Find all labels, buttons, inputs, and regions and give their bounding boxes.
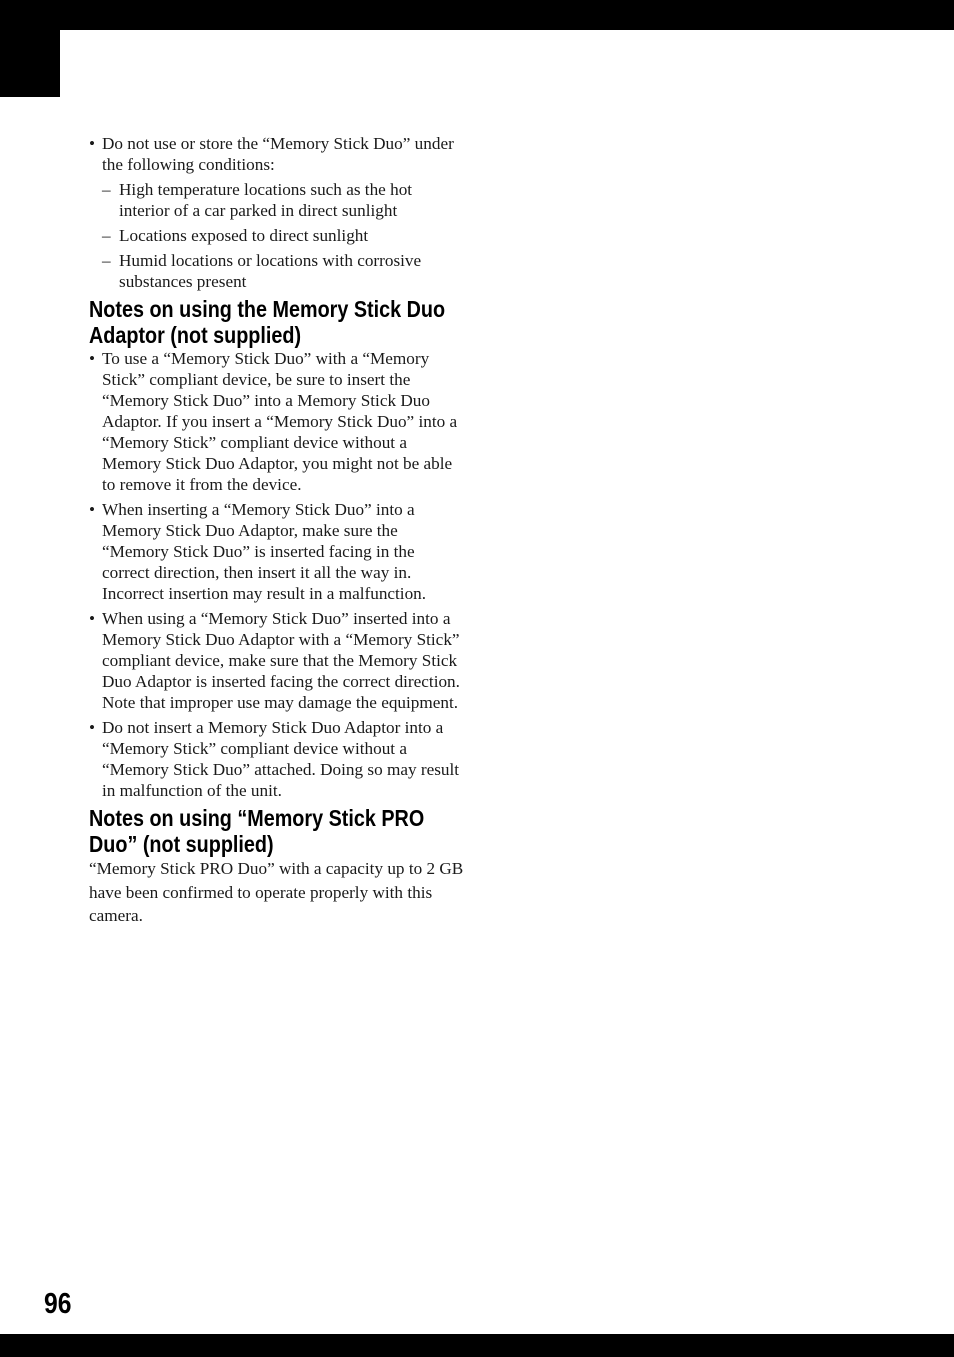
corner-tab-marker xyxy=(0,0,60,97)
conditions-sublist xyxy=(102,179,464,292)
list-item xyxy=(89,133,464,292)
list-item: • To use a “Memory Stick Duo” with a “Memory Stick” compliant device, be sure to insert the “Memory Stick Duo” into a Memory Stick Duo Adaptor. If you insert a “Memory Stick Duo” into a “Memory Stick” compliant device without a Memory Stick Duo Adaptor, you might not be able to remove it from the device. xyxy=(89,348,464,495)
sublist-item: – Locations exposed to direct sunlight xyxy=(102,225,464,246)
top-border-bar xyxy=(0,0,954,30)
storage-conditions-list xyxy=(89,133,464,292)
page-number: 96 xyxy=(44,1288,72,1320)
list-item-text: Do not use or store the “Memory Stick Duo” under the following conditions: xyxy=(102,134,454,174)
list-item: • When using a “Memory Stick Duo” inserted into a Memory Stick Duo Adaptor with a “Memory Stick” compliant device, make sure that the Memory Stick Duo Adaptor is inserted facing the correct direction. Note that improper use may damage the equipment. xyxy=(89,608,464,713)
pro-duo-paragraph: “Memory Stick PRO Duo” with a capacity up to 2 GB have been confirmed to operate properly with this camera. xyxy=(89,859,464,925)
sublist-item: – Humid locations or locations with corrosive substances present xyxy=(102,250,464,292)
bottom-border-bar xyxy=(0,1334,954,1357)
section-heading-adaptor: Notes on using the Memory Stick Duo Adaptor (not supplied) xyxy=(89,296,446,348)
list-item: • Do not insert a Memory Stick Duo Adaptor into a “Memory Stick” compliant device without a “Memory Stick Duo” attached. Doing so may result in malfunction of the unit. xyxy=(89,717,464,801)
sublist-item: – High temperature locations such as the hot interior of a car parked in direct sunlight xyxy=(102,179,464,221)
list-item: • When inserting a “Memory Stick Duo” into a Memory Stick Duo Adaptor, make sure the “Memory Stick Duo” is inserted facing in the correct direction, then insert it all the way in. Incorrect insertion may result in a malfunction. xyxy=(89,499,464,604)
adaptor-notes-list xyxy=(89,348,464,801)
main-text-column xyxy=(89,133,464,928)
section-heading-pro-duo: Notes on using “Memory Stick PRO Duo” (not supplied) xyxy=(89,805,425,857)
